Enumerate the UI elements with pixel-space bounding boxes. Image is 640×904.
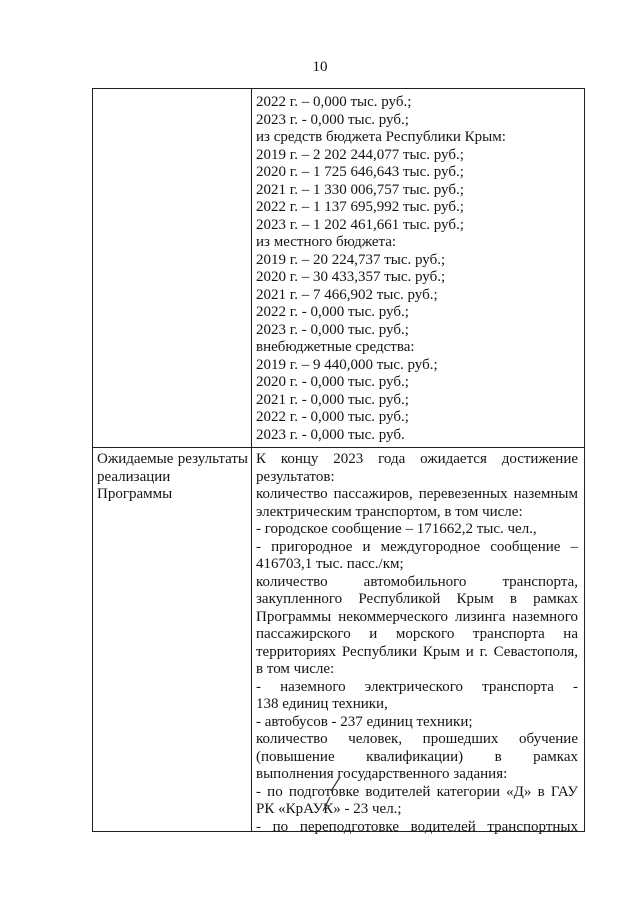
results-line: Программы некоммерческого лизинга наземного bbox=[256, 608, 578, 625]
funding-line: 2023 г. - 0,000 тыс. руб. bbox=[256, 426, 405, 443]
results-label: Ожидаемые результаты реализации Программы bbox=[97, 451, 248, 502]
page-number: 10 bbox=[312, 59, 328, 75]
results-line: выполнения государственного задания: bbox=[256, 766, 508, 782]
funding-line: 2022 г. – 0,000 тыс. руб.; bbox=[256, 94, 412, 110]
funding-line: 2019 г. – 9 440,000 тыс. руб.; bbox=[256, 356, 438, 373]
funding-line: 2021 г. – 7 466,902 тыс. руб.; bbox=[256, 286, 438, 303]
results-line: электрическим транспортом, в том числе: bbox=[256, 503, 523, 520]
funding-line: из местного бюджета: bbox=[256, 234, 397, 250]
funding-line: 2022 г. - 0,000 тыс. руб.; bbox=[256, 409, 409, 425]
funding-line: внебюджетные средства: bbox=[256, 339, 415, 355]
funding-line: 2023 г. - 0,000 тыс. руб.; bbox=[256, 321, 409, 338]
results-line: - автобусов - 237 единиц техники; bbox=[256, 713, 473, 730]
results-line: территориях Республики Крым и г. Севастополя, bbox=[256, 643, 578, 660]
funding-line: 2020 г. - 0,000 тыс. руб.; bbox=[256, 374, 409, 390]
results-line: количество автомобильного транспорта, bbox=[256, 573, 578, 590]
results-line: 416703,1 тыс. пасс./км; bbox=[256, 556, 404, 572]
funding-cell bbox=[256, 94, 578, 444]
results-line: - городское сообщение – 171662,2 тыс. чел., bbox=[256, 521, 537, 537]
results-line: РК «КрАУК» - 23 чел.; bbox=[256, 801, 402, 817]
results-line: (повышение квалификации) в рамках bbox=[256, 748, 578, 765]
column-divider bbox=[251, 89, 252, 831]
results-line: количество пассажиров, перевезенных наземным bbox=[256, 486, 578, 502]
funding-line: 2019 г. – 20 224,737 тыс. руб.; bbox=[256, 251, 446, 268]
results-line: - по переподготовке водителей транспортных bbox=[256, 818, 578, 835]
program-table bbox=[92, 88, 585, 835]
results-line: К концу 2023 года ожидается достижение bbox=[256, 451, 578, 467]
funding-line: из средств бюджета Республики Крым: bbox=[256, 129, 506, 145]
results-line: количество человек, прошедших обучение bbox=[256, 731, 578, 747]
results-line: - пригородное и междугородное сообщение – bbox=[256, 538, 578, 555]
results-line: - наземного электрического транспорта - bbox=[256, 678, 578, 695]
results-line: в том числе: bbox=[256, 661, 335, 677]
results-line: пассажирского и морского транспорта на bbox=[256, 626, 578, 642]
funding-line: 2021 г. - 0,000 тыс. руб.; bbox=[256, 391, 409, 408]
results-line: закупленного Республикой Крым в рамках bbox=[256, 591, 578, 607]
results-line: результатов: bbox=[256, 468, 335, 485]
funding-line: 2023 г. - 0,000 тыс. руб.; bbox=[256, 111, 409, 128]
results-line: 138 единиц техники, bbox=[256, 696, 388, 712]
funding-line: 2021 г. – 1 330 006,757 тыс. руб.; bbox=[256, 181, 464, 198]
funding-line: 2020 г. – 30 433,357 тыс. руб.; bbox=[256, 269, 446, 285]
funding-line: 2023 г. – 1 202 461,661 тыс. руб.; bbox=[256, 216, 464, 233]
funding-line: 2022 г. – 1 137 695,992 тыс. руб.; bbox=[256, 199, 464, 215]
row-divider bbox=[93, 447, 584, 448]
funding-line: 2022 г. - 0,000 тыс. руб.; bbox=[256, 304, 409, 320]
results-cell bbox=[256, 451, 578, 836]
results-line: - по подготовке водителей категории «Д» в ГАУ bbox=[256, 783, 578, 800]
funding-line: 2019 г. – 2 202 244,077 тыс. руб.; bbox=[256, 146, 464, 163]
funding-line: 2020 г. – 1 725 646,643 тыс. руб.; bbox=[256, 164, 464, 180]
